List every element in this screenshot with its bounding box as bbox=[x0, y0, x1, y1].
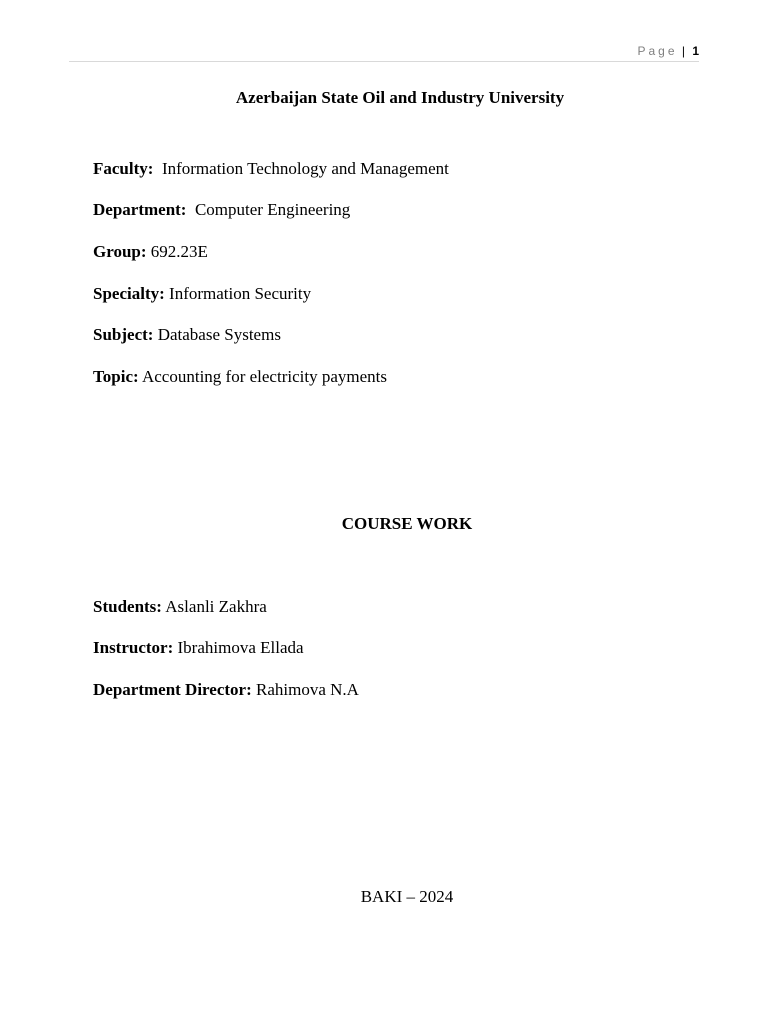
subject-label: Subject: bbox=[93, 325, 154, 344]
subject-value: Database Systems bbox=[157, 325, 281, 344]
director-label: Department Director: bbox=[93, 680, 252, 699]
students-field bbox=[93, 597, 267, 617]
specialty-label: Specialty: bbox=[93, 284, 165, 303]
faculty-value: Information Technology and Management bbox=[161, 159, 449, 178]
instructor-value: Ibrahimova Ellada bbox=[177, 638, 304, 657]
page-number-value: 1 bbox=[692, 44, 699, 58]
specialty-value: Information Security bbox=[169, 284, 312, 303]
students-label: Students: bbox=[93, 597, 162, 616]
specialty-field bbox=[93, 284, 311, 304]
department-field bbox=[93, 200, 350, 220]
department-label: Department: bbox=[93, 200, 187, 219]
students-value: Aslanli Zakhra bbox=[165, 597, 267, 616]
subject-field bbox=[93, 325, 281, 345]
director-field bbox=[93, 680, 359, 700]
group-label: Group: bbox=[93, 242, 147, 261]
page-number bbox=[637, 43, 699, 59]
instructor-field bbox=[93, 638, 304, 658]
group-value: 692.23E bbox=[150, 242, 208, 261]
page-label: Page bbox=[637, 44, 678, 58]
topic-field bbox=[93, 367, 387, 387]
city-year: BAKI – 2024 bbox=[360, 887, 454, 906]
faculty-label: Faculty: bbox=[93, 159, 154, 178]
director-value: Rahimova N.A bbox=[256, 680, 359, 699]
page-separator: | bbox=[681, 44, 685, 58]
university-title: Azerbaijan State Oil and Industry University bbox=[235, 88, 565, 107]
page-header bbox=[69, 42, 699, 62]
department-value: Computer Engineering bbox=[194, 200, 351, 219]
instructor-label: Instructor: bbox=[93, 638, 174, 657]
faculty-field bbox=[93, 159, 449, 179]
course-work-title: COURSE WORK bbox=[341, 514, 473, 533]
group-field bbox=[93, 242, 208, 262]
topic-label: Topic: bbox=[93, 367, 139, 386]
topic-value: Accounting for electricity payments bbox=[141, 367, 387, 386]
